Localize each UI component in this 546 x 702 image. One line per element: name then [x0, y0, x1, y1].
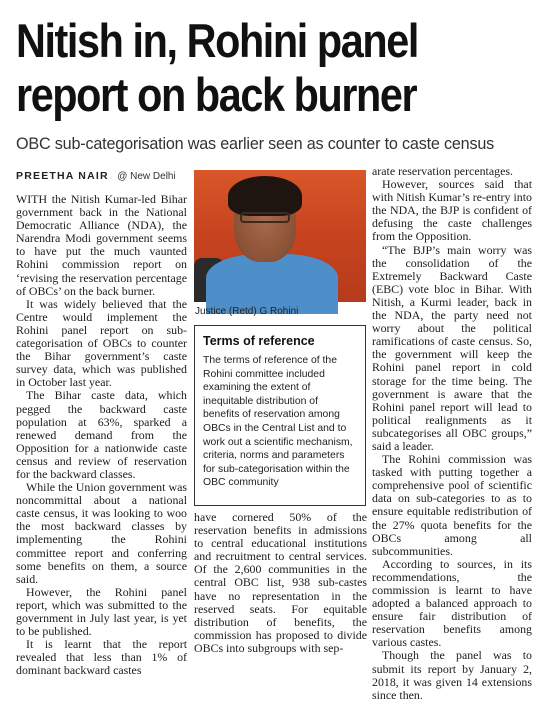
box-body: The terms of reference of the Rohini committee included examining the extent of inequitable distribution of benefits of reservation among OBCs in the Central List and to work out a scientific mechanism, criteria, norms and parameters for sub-categorisation within the OBC community: [203, 355, 353, 489]
headline-line-1: Nitish in, Rohini panel: [16, 14, 418, 67]
article-column-3: [372, 165, 532, 702]
portrait-photo: [194, 170, 366, 302]
paragraph: However, sources said that with Nitish Kumar’s re-entry into the NDA, the BJP is confident of defusing the caste challenges from the Opposition.: [372, 177, 532, 244]
dateline: @ New Delhi: [117, 171, 176, 182]
article-column-1: [16, 193, 187, 677]
paragraph: However, the Rohini panel report, which was submitted to the government in July last year, is yet to be published.: [16, 584, 187, 639]
headline-line-2: report on back burner: [16, 68, 417, 121]
headline: [16, 14, 474, 122]
terms-of-reference-box: [194, 325, 366, 506]
photo-caption: Justice (Retd) G Rohini: [195, 306, 299, 317]
sari-shape: [206, 254, 338, 314]
box-title: Terms of reference: [203, 334, 315, 348]
paragraph: The Rohini commission was tasked with putting together a comprehensive pool of scientific data on sub-categories to as to ensure equitable redistribution of the 27% quota benefits for the OBCs among all subcommunities.: [372, 452, 532, 558]
byline: [16, 166, 176, 184]
author-name: PREETHA NAIR: [16, 170, 109, 182]
subheadline: OBC sub-categorisation was earlier seen as counter to caste census: [16, 135, 495, 153]
paragraph: It was widely believed that the Centre would implement the Rohini panel report on sub-categorisation of OBCs to counter the Bihar government’s caste survey data, which was published in October last year.: [16, 296, 187, 390]
paragraph: Though the panel was to submit its report by January 2, 2018, it was given 14 extensions since then.: [372, 648, 532, 702]
paragraph: While the Union government was noncommittal about a national caste census, it was looking to woo the most backward classes by implementing the Rohini committee report and conferring some benefits on them, a source said.: [16, 480, 187, 586]
paragraph: According to sources, in its recommendations, the commission is learnt to have adopted a balanced approach to ensure fair distribution of reservation benefits among various castes.: [372, 556, 532, 650]
paragraph: The Bihar caste data, which pegged the backward caste population at 63%, sparked a renewed demand from the Opposition for a nationwide caste census and review of reservation for the backward classes.: [16, 388, 187, 481]
article-column-2: [194, 511, 367, 655]
glasses-shape: [240, 212, 290, 223]
paragraph: have cornered 50% of the reservation benefits in admissions to central educational institutions and recruitment to central services. Of the 2,600 communities in the central OBC list, 938 sub-castes have no representation in the reserved seats. For equitable distribution of benefits, the commission has proposed to divide OBCs into subgroups with sep-: [194, 510, 367, 655]
hair-shape: [228, 176, 302, 216]
paragraph: It is learnt that the report revealed that less than 1% of dominant backward castes: [16, 637, 187, 678]
paragraph: WITH the Nitish Kumar-led Bihar government back in the National Democratic Alliance (NDA), the Narendra Modi government seems to have put the much vaunted Rohini commission report on ‘revising the reservation percentage of OBCs’ on the back burner.: [16, 192, 187, 298]
paragraph: arate reservation percentages.: [372, 164, 513, 178]
paragraph: “The BJP’s main worry was the consolidation of the Extremely Backward Caste (EBC) vote bloc in Bihar. With Nitish, a Kurmi leader, back in the NDA, the party need not worry about the political ramifications of caste census. So, the government will keep the Rohini panel report in cold storage for the time being. The government is aware that the Rohini panel report will lead to political realignments as it subcategorises all OBC groups,” said a leader.: [372, 242, 532, 453]
